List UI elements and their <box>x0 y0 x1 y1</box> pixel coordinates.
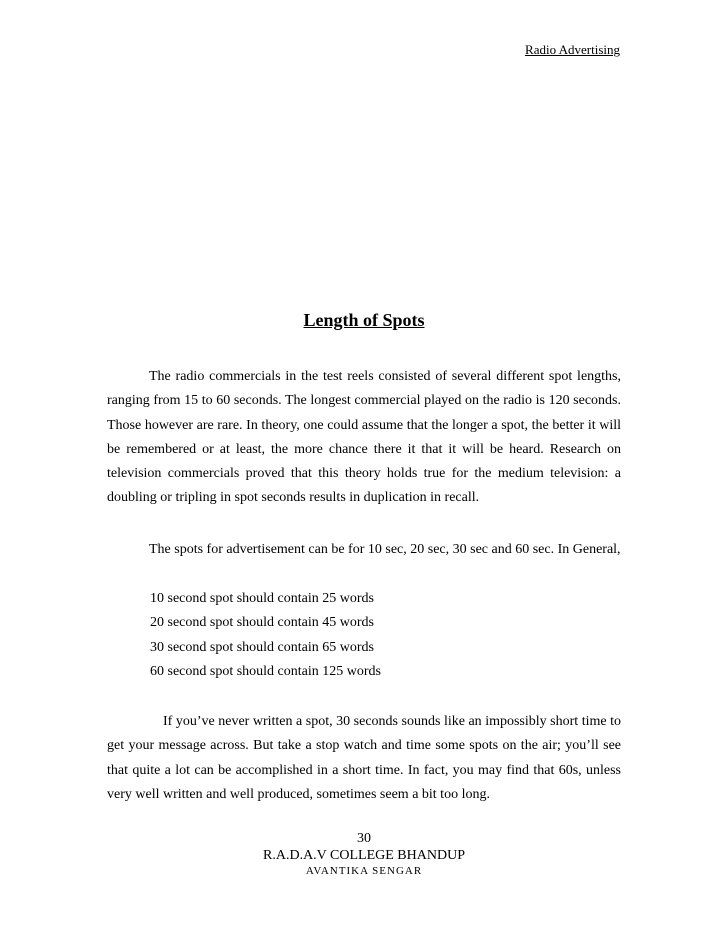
paragraph-writing-advice: If you’ve never written a spot, 30 seconds sounds like an impossibly short time to get your message across. But take a stop watch and time some spots on the air; you’ll see that quite a lot can be accomplished in a short time. In fact, you may find that 60s, unless very well written and well produced, sometimes seem a bit too long. <box>107 714 621 802</box>
page-footer <box>0 830 728 879</box>
author-name: AVANTIKA SENGAR <box>305 865 423 877</box>
section-title: Length of Spots <box>303 310 425 330</box>
college-name: R.A.D.A.V COLLEGE BHANDUP <box>263 848 465 863</box>
list-item: 10 second spot should contain 25 words <box>150 591 374 606</box>
list-item: 20 second spot should contain 45 words <box>150 615 374 631</box>
paragraph-spot-lengths: The radio commercials in the test reels consisted of several different spot lengths, ranging from 15 to 60 seconds. The longest commercial played on the radio is 120 seconds. Those however are rare. In theory, one could assume that the longer a spot, the better it will be remembered or at least, the more chance there it that it will be heard. Research on television commercials proved that this theory holds true for the medium television: a doubling or tripling in spot seconds results in duplication in recall. <box>107 369 621 506</box>
running-header: Radio Advertising <box>525 42 620 57</box>
list-item: 60 second spot should contain 125 words <box>150 663 381 679</box>
spot-word-list <box>150 587 381 684</box>
page-number: 30 <box>357 831 371 846</box>
list-item: 30 second spot should contain 65 words <box>150 639 374 655</box>
paragraph-spot-durations: The spots for advertisement can be for 10 sec, 20 sec, 30 sec and 60 sec. In General, <box>149 542 621 557</box>
